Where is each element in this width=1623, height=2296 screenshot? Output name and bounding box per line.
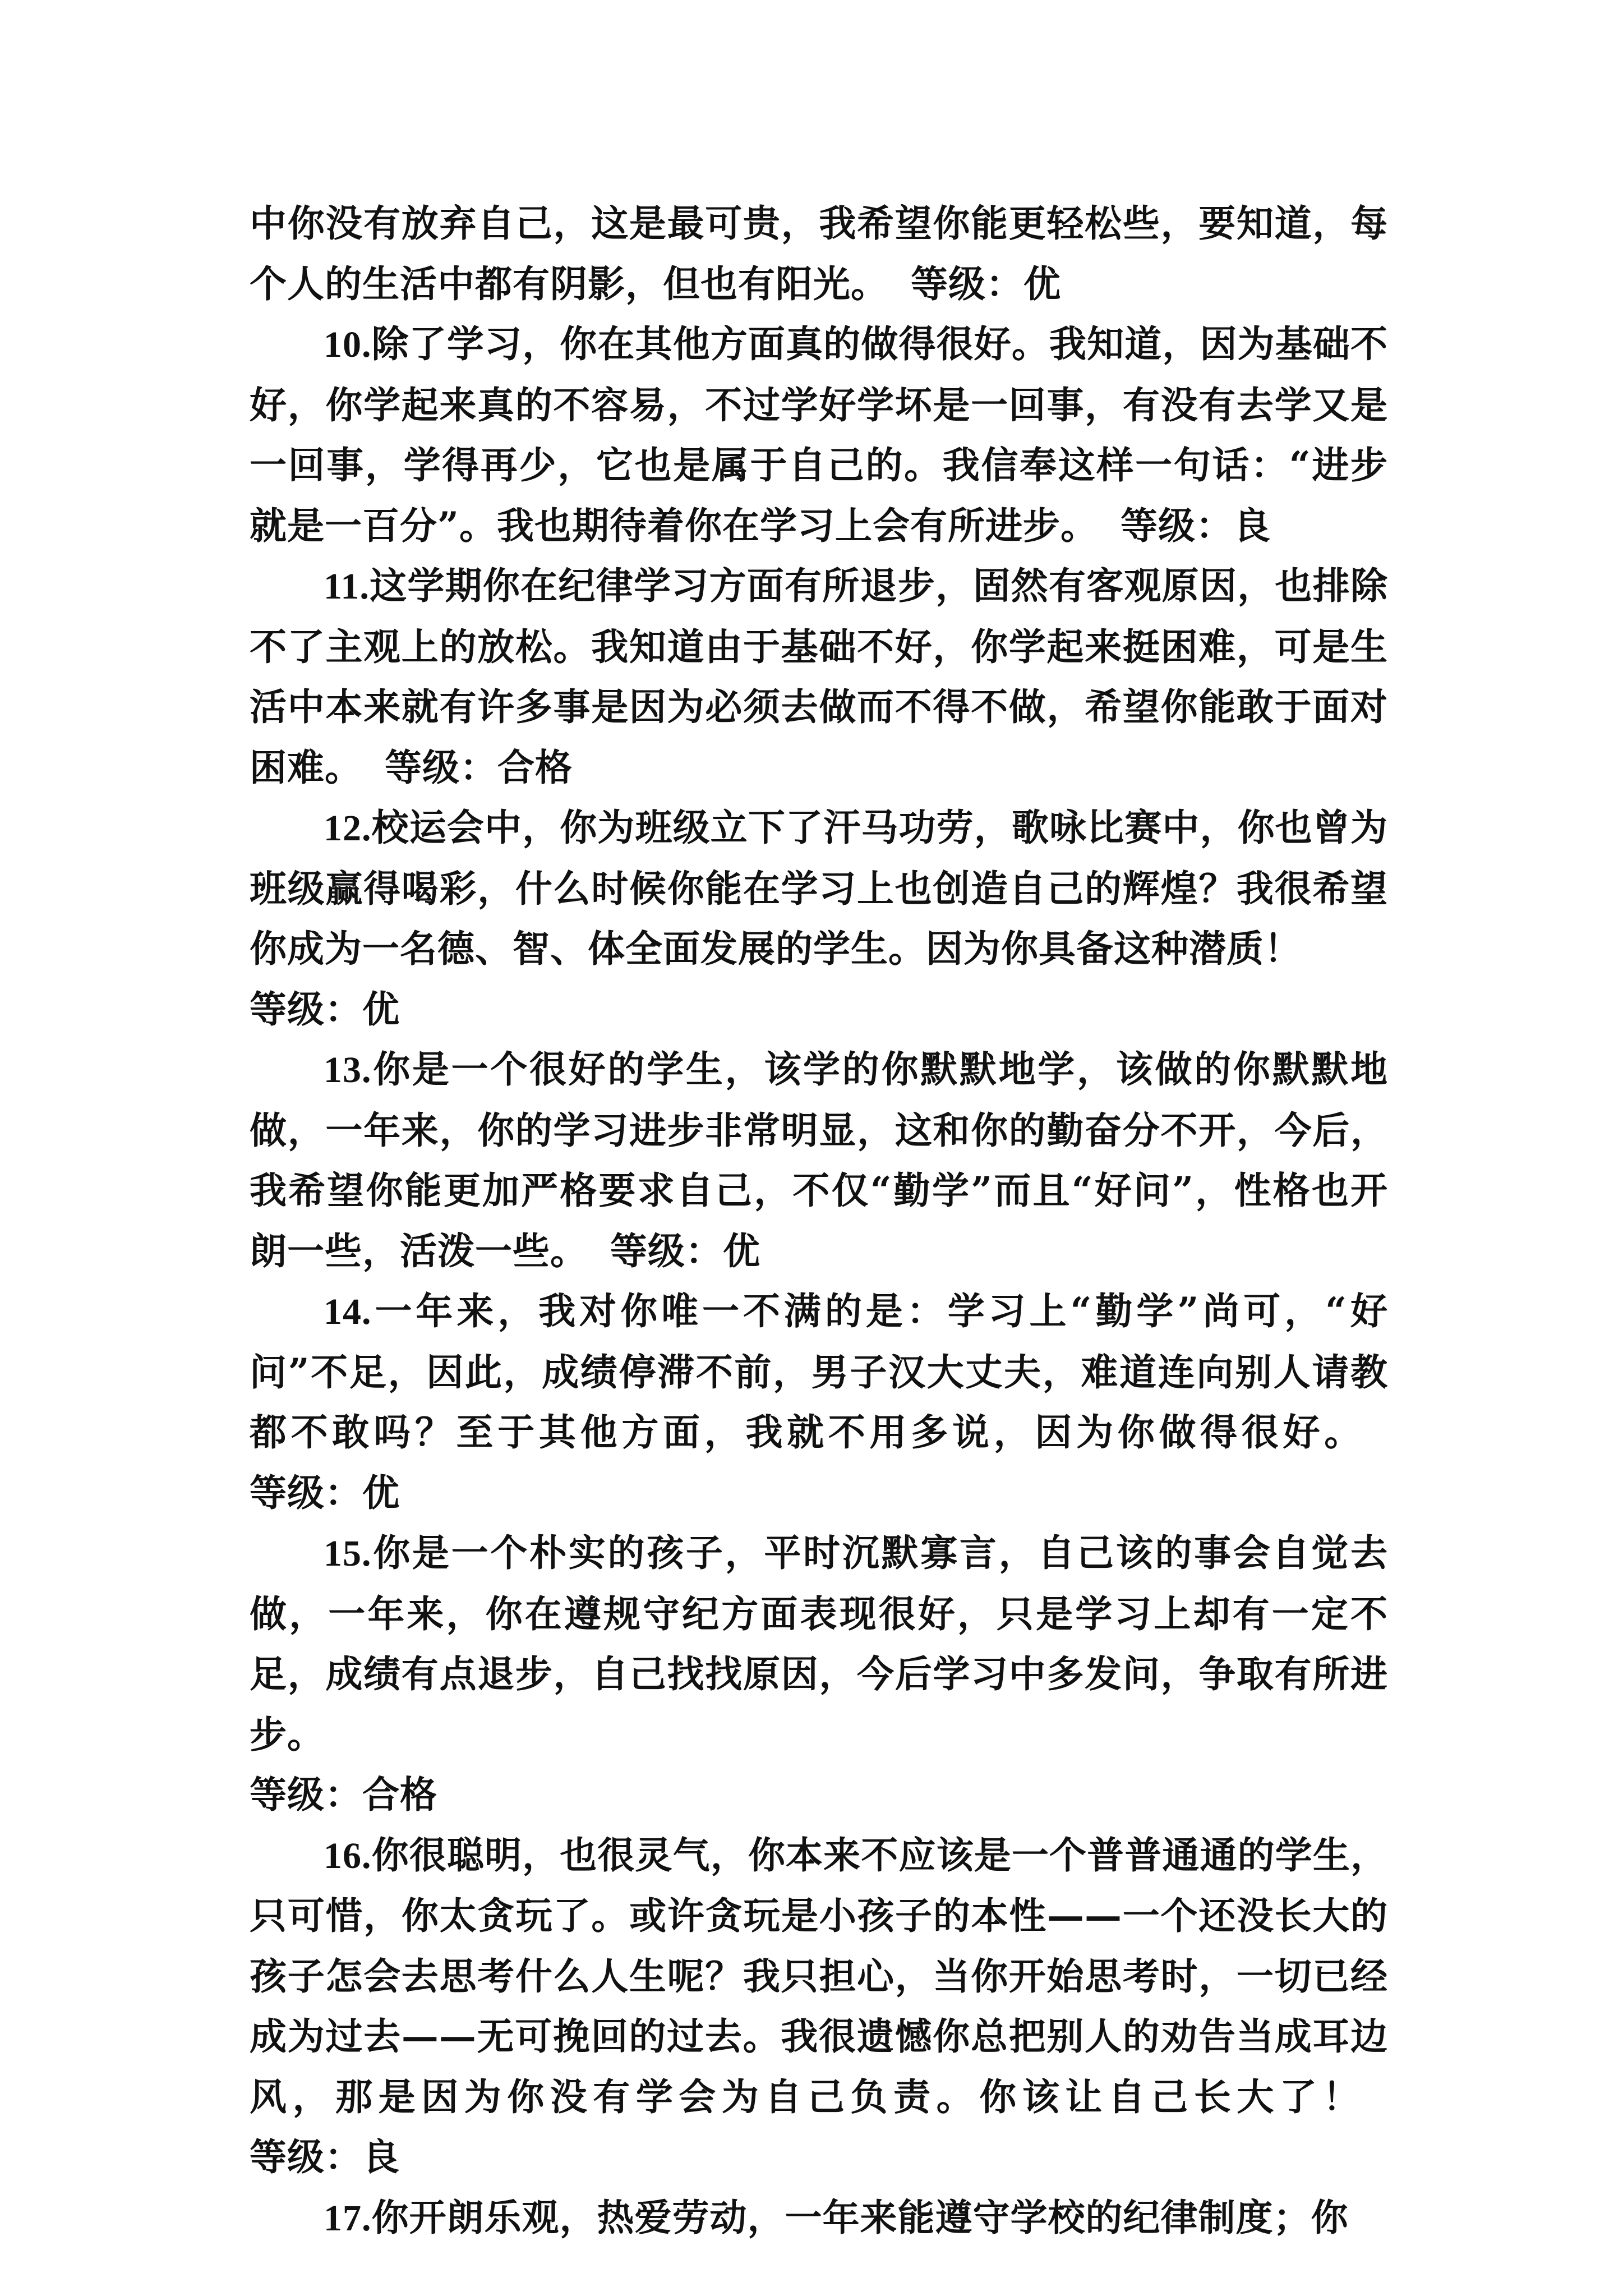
paragraph-text: 一年来，我对你唯一不满的是：学习上“勤学”尚可，“好问”不足，因此，成绩停滞不前，男子汉大丈夫，难道连向别人请教都不敢吗？至于其他方面，我就不用多说，因为你做得很好。 bbox=[250, 1289, 1388, 1454]
paragraph-number: 14. bbox=[324, 1291, 372, 1332]
paragraph-number: 12. bbox=[324, 808, 372, 849]
comment-paragraph-10 bbox=[250, 314, 1388, 556]
grade-label: 等级：优 bbox=[250, 987, 400, 1031]
paragraph-text: 除了学习，你在其他方面真的做得很好。我知道，因为基础不好，你学起来真的不容易，不过学好学坏是一回事，有没有去学又是一回事，学得再少，它也是属于自己的。我信奉这样一句话：“进步就是一百分”。我也期待着你在学习上会有所进步。 bbox=[250, 322, 1388, 547]
comment-paragraph-13 bbox=[250, 1039, 1388, 1281]
grade-label: 等级：优 bbox=[250, 1470, 400, 1515]
paragraph-text: 这学期你在纪律学习方面有所退步，固然有客观原因，也排除不了主观上的放松。我知道由于基础不好，你学起来挺困难，可是生活中本来就有许多事是因为必须去做而不得不做，希望你能敢于面对困难。 bbox=[250, 564, 1388, 789]
paragraph-number: 10. bbox=[324, 324, 372, 365]
paragraph-text: 你是一个很好的学生，该学的你默默地学，该做的你默默地做，一年来，你的学习进步非常明显，这和你的勤奋分不开，今后，我希望你能更加严格要求自己，不仅“勤学”而且“好问”，性格也开朗一些，活泼一些。 bbox=[250, 1047, 1388, 1273]
comment-paragraph-15 bbox=[250, 1523, 1388, 1825]
grade-label: 等级：良 bbox=[250, 2135, 400, 2179]
paragraph-number: 17. bbox=[324, 2197, 372, 2239]
paragraph-text: 中你没有放弃自己，这是最可贵，我希望你能更轻松些，要知道，每个人的生活中都有阴影，但也有阳光。 bbox=[250, 201, 1388, 306]
grade-label: 等级：优 bbox=[911, 261, 1061, 306]
paragraph-number: 15. bbox=[324, 1533, 372, 1574]
paragraph-continuation bbox=[250, 194, 1388, 314]
comment-paragraph-11 bbox=[250, 556, 1388, 798]
paragraph-text: 你很聪明，也很灵气，你本来不应该是一个普普通通的学生，只可惜，你太贪玩了。或许贪玩是小孩子的本性——一个还没长大的孩子怎会去思考什么人生呢？我只担心，当你开始思考时，一切已经成为过去——无可挽回的过去。我很遗憾你总把别人的劝告当成耳边风，那是因为你没有学会为自己负责。你该让自己长大了！ bbox=[250, 1833, 1388, 2119]
grade-label: 等级：优 bbox=[610, 1228, 760, 1273]
comment-paragraph-14 bbox=[250, 1281, 1388, 1523]
document-page bbox=[250, 194, 1388, 2248]
grade-label: 等级：良 bbox=[1120, 503, 1271, 547]
comment-paragraph-17 bbox=[250, 2188, 1388, 2249]
paragraph-text: 你开朗乐观，热爱劳动，一年来能遵守学校的纪律制度；你 bbox=[371, 2195, 1349, 2239]
paragraph-text: 校运会中，你为班级立下了汗马功劳，歌咏比赛中，你也曾为班级赢得喝彩，什么时候你能在学习上也创造自己的辉煌？我很希望你成为一名德、智、体全面发展的学生。因为你具备这种潜质！ bbox=[250, 806, 1388, 970]
comment-paragraph-16 bbox=[250, 1825, 1388, 2188]
paragraph-number: 16. bbox=[324, 1835, 372, 1876]
comment-paragraph-12 bbox=[250, 798, 1388, 1039]
paragraph-number: 13. bbox=[324, 1050, 372, 1091]
grade-label: 等级：合格 bbox=[250, 1773, 437, 1816]
grade-label: 等级：合格 bbox=[385, 745, 573, 789]
paragraph-number: 11. bbox=[324, 566, 370, 607]
paragraph-text: 你是一个朴实的孩子，平时沉默寡言，自己该的事会自觉去做，一年来，你在遵规守纪方面表现很好，只是学习上却有一定不足，成绩有点退步，自己找找原因，今后学习中多发问，争取有所进步。 bbox=[250, 1531, 1388, 1756]
